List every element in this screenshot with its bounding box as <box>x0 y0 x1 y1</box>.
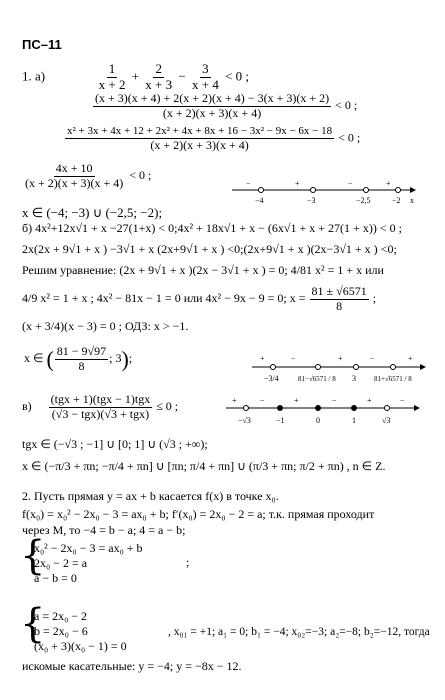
p1b-line4: 4/9 x² = 1 + x ; 4x² − 81x − 1 = 0 или 4x² − 9x − 9 = 0; x = $\frac{81 \pm √6571}{8}$ ; <box>22 284 377 313</box>
axis-label: x <box>410 196 414 205</box>
system-1-brace: { <box>20 533 46 579</box>
system-1-end: ; <box>186 555 190 569</box>
sign-label: + <box>367 396 372 405</box>
fraction: $\frac{\text{(tgx + 1)(tgx − 1)tgx}}{\text{(√3 − tgx)(√3 + tgx)}}$ <box>50 392 151 421</box>
p1a-line4: $\frac{4x + 10}{(x + 2)(x + 3)(x + 4)}$ < 0 ; <box>25 161 152 190</box>
point-label: √3 <box>382 416 391 425</box>
p2-answer: искомые касательные: y = −4; y = −8x − 12. <box>22 659 242 673</box>
p1a-line1: 1. а) $\frac{1}{x + 2}$ + $\frac{2}{x + 3}$ − $\frac{3}{x + 4}$ < 0 ; <box>22 61 250 92</box>
point-label: 0 <box>316 416 320 425</box>
point-label: −2,5 <box>356 196 371 205</box>
p1a-line3: $\frac{\text{x² + 3x + 4x + 12 + 2x² + 4x + 8x + 16 − 3x² − 9x − 6x − 18}}{(x + 2)(x + 3)(x + 4)}$ < 0 ; <box>67 125 361 152</box>
fraction: $\frac{(x + 3)(x + 4) + 2(x + 2)(x + 4) - 3(x + 3)(x + 2)}{(x + 2)(x + 3)(x + 4)}$ <box>95 91 330 120</box>
number-line-1 <box>228 178 418 206</box>
p1a-answer: x ∈ (−4; −3) ∪ (−2,5; −2); <box>22 205 163 220</box>
p1v-answer-2: x ∈ (−π/3 + πn; −π/4 + πn] ∪ [πn; π/4 + πn] ∪ (π/3 + πn; π/2 + πn) , n ∈ Z. <box>22 459 386 473</box>
sign-label: − <box>348 179 353 188</box>
number-line-2 <box>248 353 428 393</box>
sign-label: + <box>232 396 237 405</box>
system-2-result: , x₀₁ = +1; a₁ = 0; b₁ = −4; x₀₂=−3; a₂=−8; b₂=−12, тогда <box>168 626 430 638</box>
point-label: −1 <box>276 416 285 425</box>
sign-label: + <box>338 354 343 363</box>
fraction: $\frac{2}{x + 3}$ <box>145 61 173 92</box>
point-label: −3/4 <box>264 374 279 383</box>
system-1: x₀² − 2x₀ − 3 = ax₀ + b 2x₀ − 2 = a a − b = 0 <box>34 541 143 585</box>
sign-label: − <box>400 396 405 405</box>
p1b-line1: б) 4x²+12x√1 + x −27(1+x) < 0;4x² + 18x√1 + x − (6x√1 + x + 27(1 + x)) < 0 ; <box>22 221 402 235</box>
sign-label: + <box>294 396 299 405</box>
p2-line2: f(x₀) = x₀² − 2x₀ − 3 = ax₀ + b; f′(x₀) = 2x₀ − 2 = a; т.к. прямая проходит <box>22 507 375 521</box>
p2-line3: через M, то −4 = b − a; 4 = a − b; <box>22 523 186 537</box>
point-label: 81−√6571 / 8 <box>298 375 336 383</box>
number-line-3 <box>222 396 422 428</box>
fraction: $\frac{81 - 9√97}{8}$ <box>56 344 107 373</box>
point-label: 3 <box>352 374 356 383</box>
p1b-line3: Решим уравнение: (2x + 9√1 + x )(2x − 3√1 + x ) = 0; 4/81 x² = 1 + x или <box>22 263 384 277</box>
sign-label: + <box>386 179 391 188</box>
point-label: −3 <box>307 196 316 205</box>
fraction: $\frac{3}{x + 4}$ <box>191 61 219 92</box>
p1a-line2: $\frac{(x + 3)(x + 4) + 2(x + 2)(x + 4) - 3(x + 3)(x + 2)}{(x + 2)(x + 3)(x + 4)}$ < 0 ; <box>95 91 358 120</box>
p2-line1: 2. Пусть прямая y = ax + b касается f(x) в точке x₀. <box>22 489 279 503</box>
point-label: −√3 <box>238 416 251 425</box>
sign-label: − <box>246 179 251 188</box>
sign-label: + <box>408 354 413 363</box>
sign-label: − <box>332 396 337 405</box>
p1v-line1: в) $\frac{\text{(tgx + 1)(tgx − 1)tgx}}{\text{(√3 − tgx)(√3 + tgx)}}$ ≤ 0 ; <box>22 392 179 421</box>
system-2-brace: { <box>20 601 46 647</box>
p1-label: 1. а) <box>22 68 46 84</box>
p1b-line2: 2x(2x + 9√1 + x ) −3√1 + x (2x+9√1 + x ) <0;(2x+9√1 + x )(2x−3√1 + x ) <0; <box>22 242 397 256</box>
fraction: $\frac{1}{x + 2}$ <box>98 61 126 92</box>
point-label: −4 <box>255 196 264 205</box>
sign-label: − <box>260 396 265 405</box>
fraction: $\frac{\text{x² + 3x + 4x + 12 + 2x² + 4x + 8x + 16 − 3x² − 9x − 6x − 18}}{(x + 2)(x + 3)(x + 4)}$ <box>67 125 333 152</box>
p1b-answer: x ∈ ( $\frac{81 - 9√97}{8}$ ; 3); <box>24 344 133 373</box>
fraction: $\frac{81 \pm √6571}{8}$ <box>311 284 367 313</box>
sign-label: − <box>291 354 296 363</box>
p1b-line5: (x + 3/4)(x − 3) = 0 ; ОДЗ: x > −1. <box>22 319 189 333</box>
point-label: 1 <box>352 416 356 425</box>
sign-label: − <box>370 354 375 363</box>
sign-label: + <box>260 354 265 363</box>
page-heading: ПС–11 <box>22 37 62 52</box>
fraction: $\frac{4x + 10}{(x + 2)(x + 3)(x + 4)}$ <box>25 161 124 190</box>
point-label: 81+√6571 / 8 <box>374 375 412 383</box>
p1v-answer-1: tgx ∈ (−√3 ; −1] ∪ [0; 1] ∪ (√3 ; +∞); <box>22 437 208 451</box>
system-2: a = 2x₀ − 2 b = 2x₀ − 6 (x₀ + 3)(x₀ − 1) = 0 <box>34 609 127 653</box>
sign-label: + <box>295 179 300 188</box>
point-label: −2 <box>392 196 401 205</box>
